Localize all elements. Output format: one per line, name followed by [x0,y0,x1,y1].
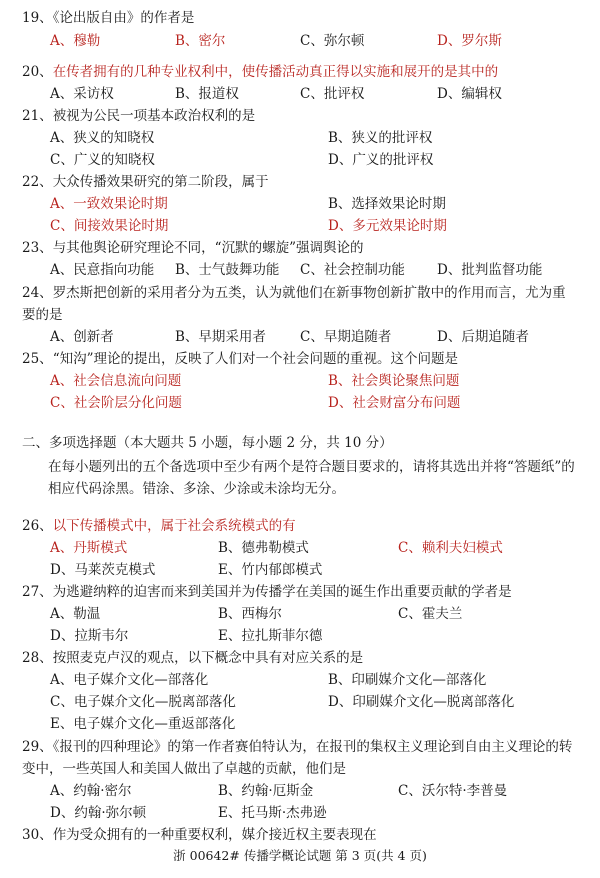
question-stem: 25、“知沟”理论的提出，反映了人们对一个社会问题的重视。这个问题是 [22,351,458,367]
option-e: E、拉扎斯菲尔德 [218,628,323,644]
option-a: A、民意指向功能 [50,262,155,278]
question-stem: 27、为逃避纳粹的迫害而来到美国并为传播学在美国的诞生作出重要贡献的学者是 [22,584,512,600]
option-c: C、弥尔顿 [300,33,365,49]
page-footer: 浙 00642# 传播学概论试题 第 3 页(共 4 页) [173,848,427,863]
option-d: D、多元效果论时期 [328,218,447,234]
option-b: B、密尔 [175,33,226,49]
question-stem: 22、大众传播效果研究的第二阶段，属于 [22,174,269,190]
option-b: B、德弗勒模式 [218,540,309,556]
option-d: D、罗尔斯 [437,33,502,49]
option-a: A、丹斯模式 [50,540,128,556]
option-b: B、约翰·厄斯金 [218,783,314,799]
option-a: A、一致效果论时期 [50,196,168,212]
option-b: B、报道权 [175,86,239,102]
option-c: C、赖利夫妇模式 [398,540,503,556]
option-d: D、批判监督功能 [437,262,543,278]
question-stem: 24、罗杰斯把创新的采用者分为五类，认为就他们在新事物创新扩散中的作用而言，尤为重要的是 [22,285,566,323]
option-e: E、竹内郁郎模式 [218,562,323,578]
option-a: A、电子媒介文化—部落化 [50,672,209,688]
question-stem: 23、与其他舆论研究理论不同，“沉默的螺旋”强调舆论的 [22,240,364,256]
option-c: C、批评权 [300,86,365,102]
option-d: D、后期追随者 [437,329,529,345]
option-a: A、采访权 [50,86,114,102]
option-c: C、社会阶层分化问题 [50,395,182,411]
option-c: C、霍夫兰 [398,606,463,622]
option-a: A、创新者 [50,329,114,345]
question-stem: 21、被视为公民一项基本政治权利的是 [22,108,256,124]
option-d: D、约翰·弥尔顿 [50,805,147,821]
option-b: B、早期采用者 [175,329,266,345]
option-c: C、电子媒介文化—脱离部落化 [50,694,236,710]
question-stem: 19、《论出版自由》的作者是 [22,10,195,26]
option-a: A、穆勒 [50,33,101,49]
section-heading: 二、多项选择题（本大题共 5 小题，每小题 2 分，共 10 分） [22,435,393,451]
question-stem: 29、《报刊的四种理论》的第一作者赛伯特认为，在报刊的集权主义理论到自由主义理论的转变中，一些英国人和美国人做出了卓越的贡献，他们是 [22,739,573,777]
option-a: A、勒温 [50,606,101,622]
option-c: C、沃尔特·李普曼 [398,783,508,799]
option-a: A、约翰·密尔 [50,783,132,799]
option-a: A、社会信息流向问题 [50,373,182,389]
option-b: B、社会舆论聚焦问题 [328,373,460,389]
section-instruction: 在每小题列出的五个备选项中至少有两个是符合题目要求的，请将其选出并将“答题纸”的相应代码涂黑。错涂、多涂、少涂或未涂均无分。 [48,459,575,497]
option-c: C、广义的知晓权 [50,152,155,168]
option-d: D、马莱茨克模式 [50,562,156,578]
option-d: D、广义的批评权 [328,152,434,168]
option-d: D、拉斯韦尔 [50,628,129,644]
option-a: A、狭义的知晓权 [50,130,155,146]
option-e: E、托马斯·杰弗逊 [218,805,327,821]
option-c: C、间接效果论时期 [50,218,169,234]
question-stem: 28、按照麦克卢汉的观点，以下概念中具有对应关系的是 [22,650,364,666]
option-b: B、选择效果论时期 [328,196,446,212]
option-b: B、印刷媒介文化—部落化 [328,672,487,688]
question-stem: 26、以下传播模式中，属于社会系统模式的有 [22,518,296,534]
option-d: D、编辑权 [437,86,502,102]
option-c: C、社会控制功能 [300,262,405,278]
option-d: D、社会财富分布问题 [328,395,461,411]
option-e: E、电子媒介文化—重返部落化 [50,716,236,732]
option-c: C、早期追随者 [300,329,392,345]
option-b: B、狭义的批评权 [328,130,433,146]
question-stem: 30、作为受众拥有的一种重要权利，媒介接近权主要表现在 [22,827,377,843]
option-d: D、印刷媒介文化—脱离部落化 [328,694,515,710]
option-b: B、士气鼓舞功能 [175,262,280,278]
question-stem: 20、在传者拥有的几种专业权利中，使传播活动真正得以实施和展开的是其中的 [22,64,499,80]
option-b: B、西梅尔 [218,606,282,622]
